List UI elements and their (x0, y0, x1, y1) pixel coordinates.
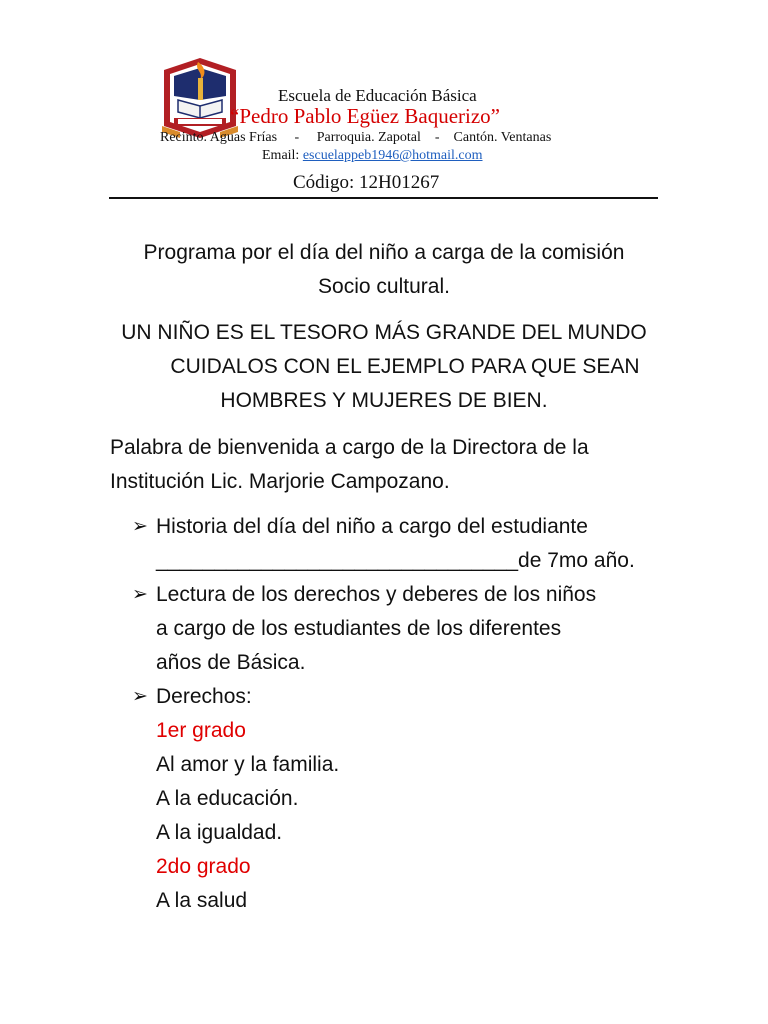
motto (96, 316, 672, 418)
welcome-paragraph (110, 431, 670, 499)
intro-line-1: Programa por el día del niño a carga de la comisión (143, 241, 625, 264)
school-type: Escuela de Educación Básica (278, 86, 477, 105)
right-item: Al amor y la familia. (156, 753, 340, 776)
email-link[interactable]: escuelappeb1946@hotmail.com (302, 148, 483, 163)
program-list (132, 510, 672, 918)
email-label: Email: (262, 148, 303, 163)
motto-line-2: CUIDALOS CON EL EJEMPLO PARA QUE SEAN (170, 355, 640, 378)
grade-label: 2do grado (156, 855, 251, 878)
list-item-line: años de Básica. (156, 651, 306, 674)
list-item-line: Historia del día del niño a cargo del estudiante (156, 515, 588, 538)
right-item: A la salud (156, 889, 248, 912)
arrow-bullet-icon: ➢ (132, 584, 148, 605)
motto-line-3: HOMBRES Y MUJERES DE BIEN. (220, 389, 548, 412)
welcome-line-2: Institución Lic. Marjorie Campozano. (110, 470, 450, 493)
arrow-bullet-icon: ➢ (132, 686, 148, 707)
email-line (262, 148, 483, 164)
list-item (132, 578, 672, 680)
grade-label: 1er grado (156, 719, 246, 742)
right-item: A la igualdad. (156, 821, 283, 844)
list-item (132, 680, 672, 918)
school-logo-icon (160, 56, 240, 140)
rights-heading: Derechos: (156, 685, 252, 708)
list-item-line: Lectura de los derechos y deberes de los niños (156, 583, 597, 606)
welcome-line-1: Palabra de bienvenida a cargo de la Directora de la (110, 436, 589, 459)
right-item: A la educación. (156, 787, 299, 810)
arrow-bullet-icon: ➢ (132, 516, 148, 537)
list-item-line: _______________________________de 7mo año. (156, 549, 635, 572)
school-address: Recinto. Aguas Frías - Parroquia. Zapotal - Cantón. Ventanas (160, 130, 552, 145)
school-code: Código: 12H01267 (293, 172, 440, 193)
letterhead (0, 0, 768, 200)
header-divider (109, 197, 658, 199)
list-item-line: a cargo de los estudiantes de los diferentes (156, 617, 562, 640)
intro-line-2: Socio cultural. (318, 275, 450, 298)
list-item (132, 510, 672, 578)
motto-line-1: UN NIÑO ES EL TESORO MÁS GRANDE DEL MUNDO (121, 321, 647, 344)
program-intro (96, 236, 672, 304)
school-name: “Pedro Pablo Egüez Baquerizo” (230, 104, 500, 128)
